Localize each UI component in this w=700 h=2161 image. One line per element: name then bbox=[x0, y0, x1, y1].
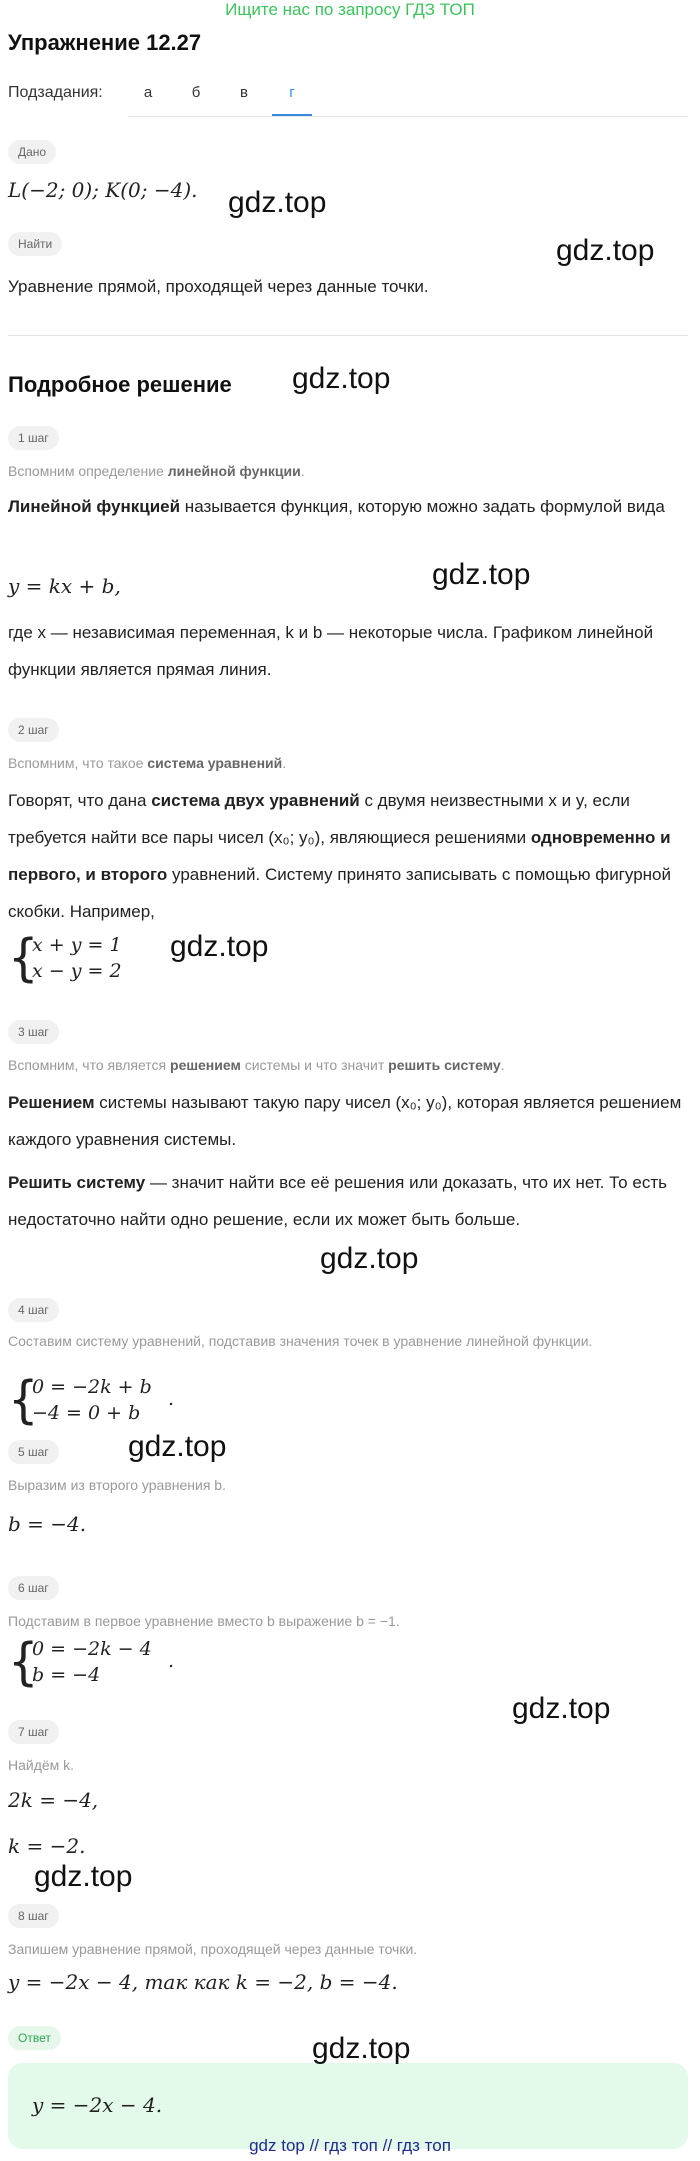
watermark: gdz.top bbox=[320, 1242, 419, 1275]
watermark: gdz.top bbox=[292, 362, 391, 395]
watermark: gdz.top bbox=[432, 558, 531, 591]
system-dot: . bbox=[168, 1650, 175, 1672]
step-6-chip: 6 шаг bbox=[8, 1576, 59, 1600]
watermark: gdz.top bbox=[34, 1860, 133, 1893]
given-formula: L(−2; 0); K(0; −4). bbox=[8, 178, 198, 202]
step-3-solve-def: Решить систему — значит найти все её решения или доказать, что их нет. То есть недостаточно найти одно решение, если их может быть больше. bbox=[8, 1173, 667, 1229]
step-1-text: где x — независимая переменная, k и b — некоторые числа. Графиком линейной функции является прямая линия. bbox=[8, 623, 654, 679]
step-2-text: Говорят, что дана система двух уравнений с двумя неизвестными x и y, если требуется найти все пары чисел (x₀; y₀), являющиеся решениями одновременно и первого, и второго уравнений. Систему принято записывать с помощью фигурной скобки. Например, bbox=[8, 791, 671, 921]
find-text: Уравнение прямой, проходящей через данные точки. bbox=[8, 277, 429, 296]
given-chip: Дано bbox=[8, 140, 56, 164]
step-7-chip: 7 шаг bbox=[8, 1720, 59, 1744]
step-5-chip: 5 шаг bbox=[8, 1440, 59, 1464]
brace-icon: { bbox=[8, 1370, 39, 1430]
step-1-definition: Линейной функцией называется функция, которую можно задать формулой вида bbox=[8, 497, 665, 516]
answer-text: y = −2x − 4. bbox=[32, 2093, 163, 2117]
system-dot: . bbox=[168, 1388, 175, 1410]
system-line: 0 = −2k − 4 bbox=[32, 1638, 152, 1660]
step-5-hint: Выразим из второго уравнения b. bbox=[8, 1477, 226, 1493]
brace-icon: { bbox=[8, 1632, 39, 1692]
step-5-formula: b = −4. bbox=[8, 1512, 87, 1536]
system-line: −4 = 0 + b bbox=[32, 1402, 141, 1424]
step-7-hint: Найдём k. bbox=[8, 1757, 75, 1773]
step-8-hint: Запишем уравнение прямой, проходящей через данные точки. bbox=[8, 1941, 418, 1957]
watermark: gdz.top bbox=[312, 2032, 411, 2065]
watermark: gdz.top bbox=[170, 930, 269, 963]
watermark: gdz.top bbox=[556, 234, 655, 267]
tab-g[interactable]: г bbox=[272, 84, 312, 116]
step-6-system bbox=[8, 1632, 208, 1696]
find-chip: Найти bbox=[8, 232, 62, 256]
step-1-chip: 1 шаг bbox=[8, 426, 59, 450]
page-title: Упражнение 12.27 bbox=[8, 30, 202, 55]
system-line: 0 = −2k + b bbox=[32, 1376, 152, 1398]
subtasks-label: Подзадания: bbox=[8, 84, 103, 101]
tab-b[interactable]: б bbox=[191, 84, 201, 101]
step-3-hint: Вспомним, что является решением системы и что значит решить систему. bbox=[8, 1057, 505, 1073]
step-3-solution-def: Решением системы называют такую пару чисел (x₀; y₀), которая является решением каждого уравнения системы. bbox=[8, 1093, 682, 1149]
step-4-hint: Составим систему уравнений, подставив значения точек в уравнение линейной функции. bbox=[8, 1333, 593, 1349]
step-1-hint: Вспомним определение линейной функции. bbox=[8, 463, 305, 479]
step-8-formula: y = −2x − 4, так как k = −2, b = −4. bbox=[8, 1970, 398, 1994]
subtask-tabs bbox=[128, 80, 688, 117]
promo-banner: Ищите нас по запросу ГДЗ ТОП bbox=[225, 0, 475, 19]
system-line: x − y = 2 bbox=[32, 960, 122, 982]
step-2-hint: Вспомним, что такое система уравнений. bbox=[8, 755, 287, 771]
tab-a[interactable]: а bbox=[143, 84, 153, 101]
system-line: x + y = 1 bbox=[32, 934, 122, 956]
watermark: gdz.top bbox=[128, 1430, 227, 1463]
step-4-chip: 4 шаг bbox=[8, 1298, 59, 1322]
step-1-formula: y = kx + b, bbox=[8, 574, 121, 598]
step-3-chip: 3 шаг bbox=[8, 1020, 59, 1044]
watermark: gdz.top bbox=[512, 1692, 611, 1725]
watermark: gdz.top bbox=[228, 186, 327, 219]
step-6-hint: Подставим в первое уравнение вместо b выражение b = −1. bbox=[8, 1613, 400, 1629]
system-line: b = −4 bbox=[32, 1664, 101, 1686]
divider bbox=[8, 335, 688, 336]
step-7-formula-1: 2k = −4, bbox=[8, 1788, 99, 1812]
tab-v[interactable]: в bbox=[240, 84, 248, 101]
step-7-formula-2: k = −2. bbox=[8, 1834, 86, 1858]
step-2-chip: 2 шаг bbox=[8, 718, 59, 742]
step-2-system bbox=[8, 928, 128, 992]
brace-icon: { bbox=[8, 928, 39, 988]
footer-links[interactable]: gdz top // гдз топ // гдз топ bbox=[249, 2136, 451, 2155]
step-8-chip: 8 шаг bbox=[8, 1904, 59, 1928]
step-4-system bbox=[8, 1370, 208, 1434]
solution-title: Подробное решение bbox=[8, 372, 232, 397]
answer-chip: Ответ bbox=[8, 2026, 61, 2050]
